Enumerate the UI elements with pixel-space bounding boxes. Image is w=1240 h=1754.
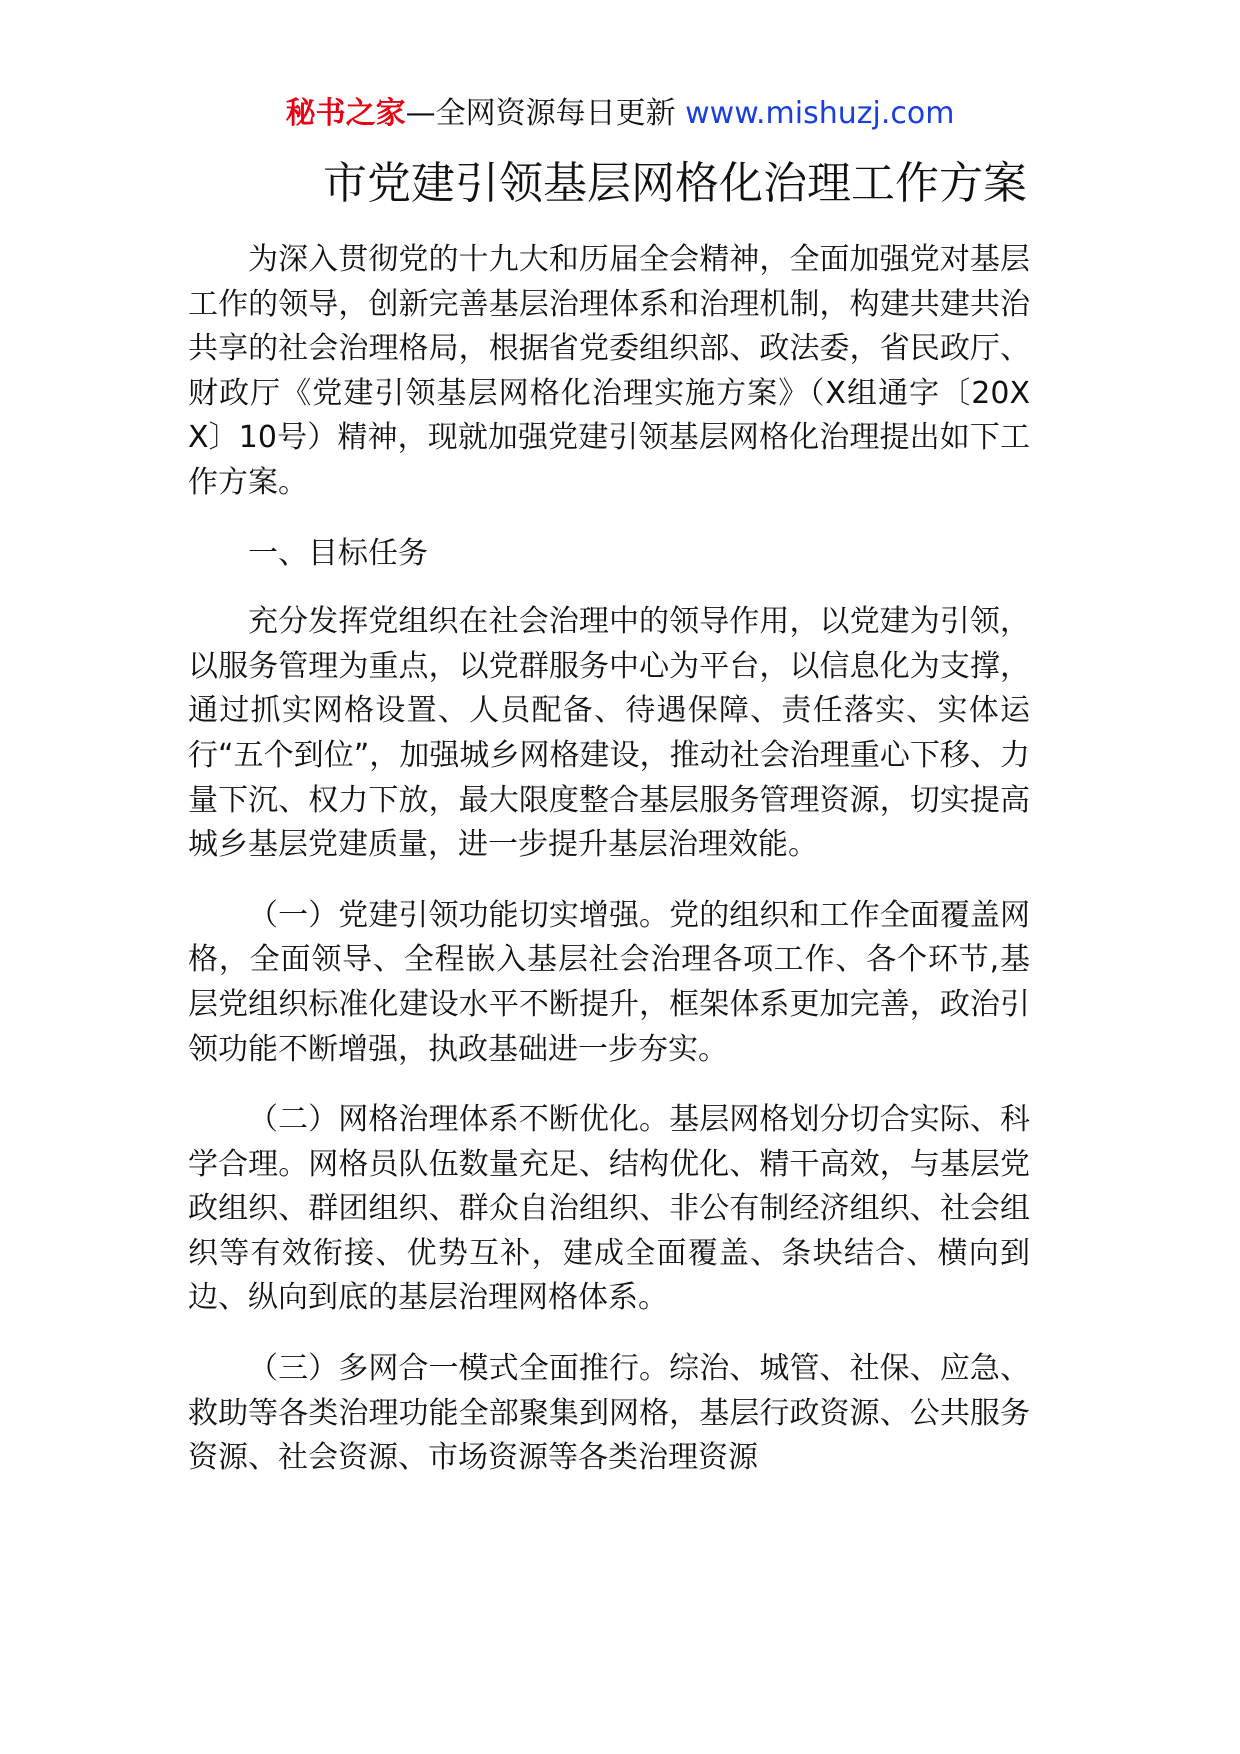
section-heading-goals: 一、目标任务 <box>248 535 428 571</box>
document-title: 市党建引领基层网格化治理工作方案 <box>323 158 1027 209</box>
site-tagline: —全网资源每日更新 <box>405 96 686 131</box>
item-1-paragraph: （一）党建引领功能切实增强。党的组织和工作全面覆盖网格，全面领导、全程嵌入基层社会治理各项工作、各个环节,基层党组织标准化建设水平不断提升，框架体系更加完善，政治引领功能不断增强，执政基础进一步夯实。 <box>188 897 1030 1067</box>
intro-paragraph: 为深入贯彻党的十九大和历届全会精神，全面加强党对基层工作的领导，创新完善基层治理体系和治理机制，构建共建共治共享的社会治理格局，根据省党委组织部、政法委，省民政厅、财政厅《党建引领基层网格化治理实施方案》（X组通字〔20XX〕10号）精神，现就加强党建引领基层网格化治理提出如下工作方案。 <box>188 242 1030 500</box>
site-brand: 秘书之家 <box>285 96 406 131</box>
goals-paragraph: 充分发挥党组织在社会治理中的领导作用，以党建为引领，以服务管理为重点，以党群服务中心为平台，以信息化为支撑，通过抓实网格设置、人员配备、待遇保障、责任落实、实体运行“五个到位”，加强城乡网格建设，推动社会治理重心下移、力量下沉、权力下放，最大限度整合基层服务管理资源，切实提高城乡基层党建质量，进一步提升基层治理效能。 <box>188 604 1030 863</box>
document-body <box>188 238 1030 1507</box>
site-url-link[interactable]: www.mishuzj.com <box>685 96 955 131</box>
item-2-paragraph: （二）网格治理体系不断优化。基层网格划分切合实际、科学合理。网格员队伍数量充足、结构优化、精干高效，与基层党政组织、群团组织、群众自治组织、非公有制经济组织、社会组织等有效衔接、优势互补，建成全面覆盖、条块结合、横向到边、纵向到底的基层治理网格体系。 <box>188 1102 1030 1316</box>
site-header <box>0 94 1240 134</box>
item-3-paragraph: （三）多网合一模式全面推行。综治、城管、社保、应急、救助等各类治理功能全部聚集到网格，基层行政资源、公共服务资源、社会资源、市场资源等各类治理资源 <box>188 1351 1030 1476</box>
